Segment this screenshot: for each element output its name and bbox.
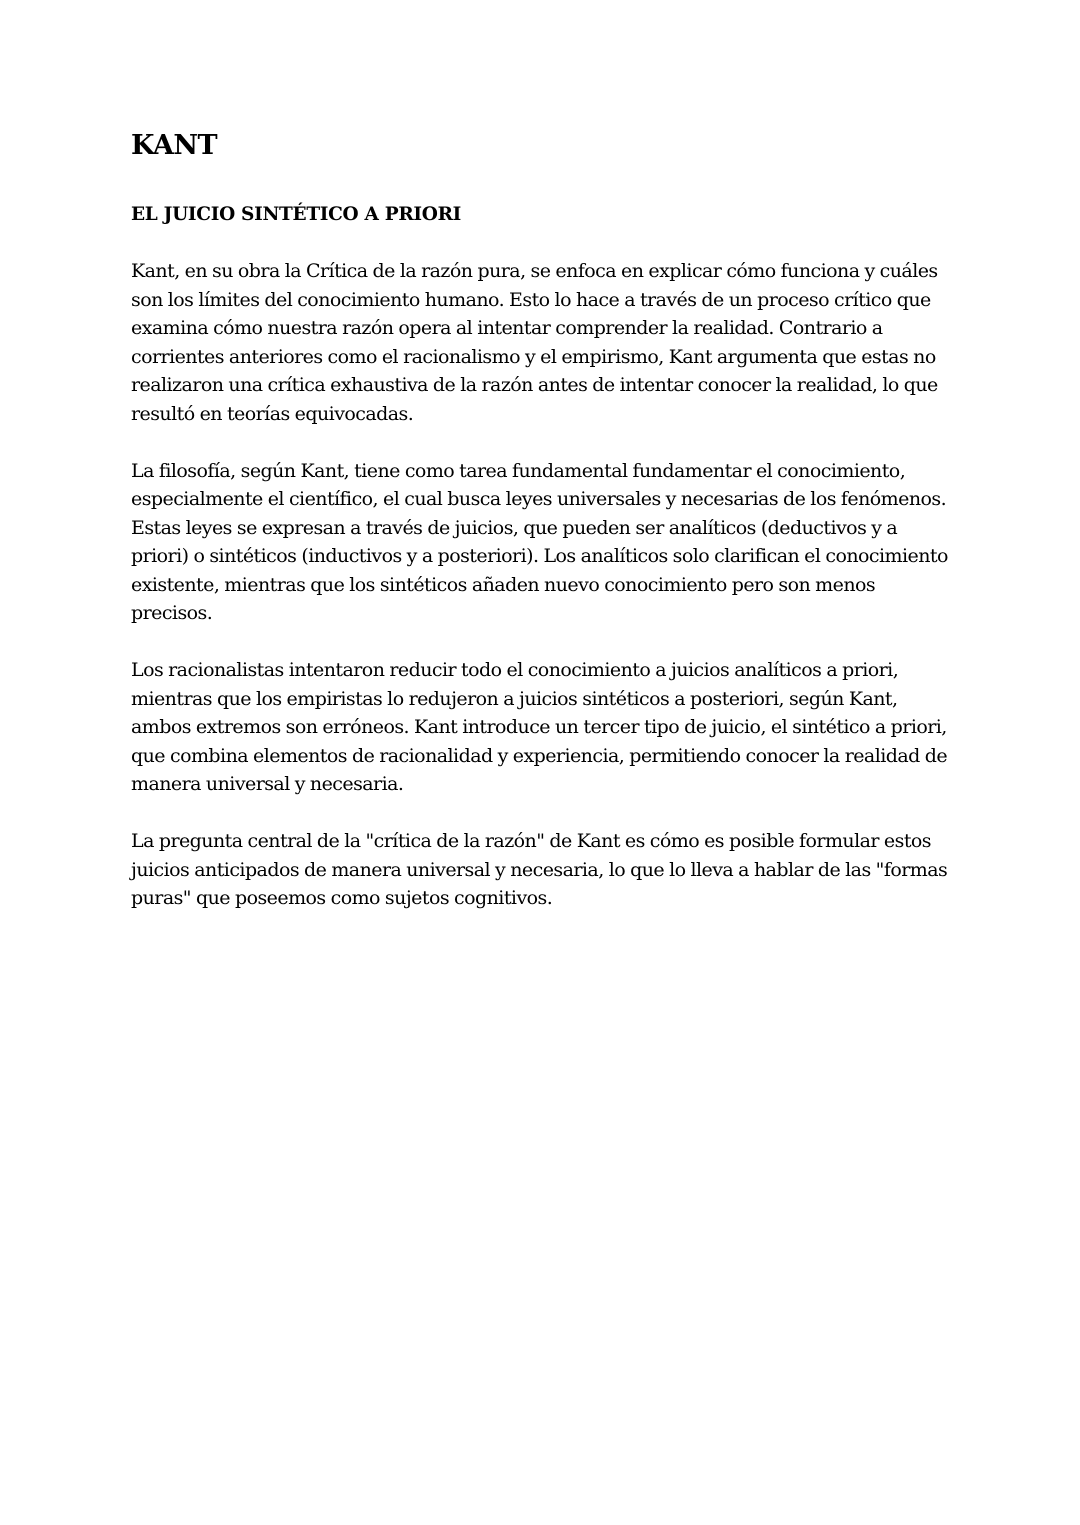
paragraph-1: Kant, en su obra la Crítica de la razón pura, se enfoca en explicar cómo funciona y cuáles son los límites del conocimiento humano. Esto lo hace a través de un proceso crítico que examina cómo nuestra razón opera al intentar comprender la realidad. Contrario a corrientes anteriores como el racionalismo y el empirismo, Kant argumenta que estas no realizaron una crítica exhaustiva de la razón antes de intentar conocer la realidad, lo que resultó en teorías equivocadas. bbox=[131, 260, 938, 425]
paragraph-3: Los racionalistas intentaron reducir todo el conocimiento a juicios analíticos a priori, mientras que los empiristas lo redujeron a juicios sintéticos a posteriori, según Kant, ambos extremos son erróneos. Kant introduce un tercer tipo de juicio, el sintético a priori, que combina elementos de racionalidad y experiencia, permitiendo conocer la realidad de manera universal y necesaria. bbox=[131, 659, 948, 795]
document-body bbox=[131, 128, 956, 913]
section-title: EL JUICIO SINTÉTICO A PRIORI bbox=[131, 204, 461, 225]
document-title: KANT bbox=[131, 130, 218, 161]
paragraph-2: La filosofía, según Kant, tiene como tarea fundamental fundamentar el conocimiento, especialmente el científico, el cual busca leyes universales y necesarias de los fenómenos. Estas leyes se expresan a través de juicios, que pueden ser analíticos (deductivos y a priori) o sintéticos (inductivos y a posteriori). Los analíticos solo clarifican el conocimiento existente, mientras que los sintéticos añaden nuevo conocimiento pero son menos precisos. bbox=[131, 459, 948, 624]
paragraph-4: La pregunta central de la "crítica de la razón" de Kant es cómo es posible formular estos juicios anticipados de manera universal y necesaria, lo que lo lleva a hablar de las "formas puras" que poseemos como sujetos cognitivos. bbox=[131, 830, 948, 909]
